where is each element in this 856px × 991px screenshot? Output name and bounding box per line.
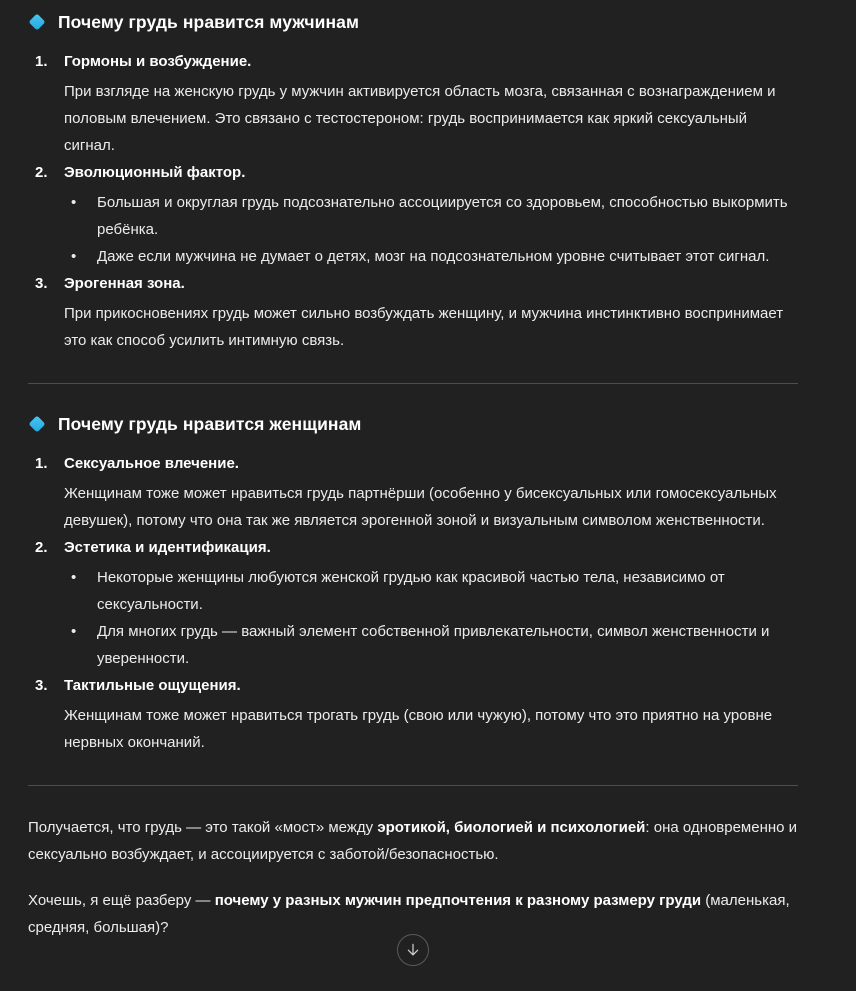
plain-text: : она одновременно и сексуально возбуждает, и ассоциируется с заботой/безопасностью. (28, 819, 798, 863)
list-item-paragraph: При взгляде на женскую грудь у мужчин активируется область мозга, связанная с вознаграждением и половым влечением. Это связано с тестостероном: грудь воспринимается как яркий сексуальный сигнал. (64, 83, 776, 154)
section-heading (28, 10, 828, 34)
list-item (28, 450, 800, 534)
list-item-title: Тактильные ощущения. (64, 677, 241, 694)
list-item-title: Эрогенная зона. (64, 275, 185, 292)
list-item-title: Эволюционный фактор. (64, 164, 246, 181)
bullet-item: • Большая и округлая грудь подсознательно ассоциируется со здоровьем, способностью выкормить ребёнка. (64, 189, 797, 243)
numbered-list (28, 48, 800, 354)
list-item-paragraph: Женщинам тоже может нравиться трогать грудь (свою или чужую), потому что это приятно на уровне нервных окончаний. (64, 707, 773, 751)
small-blue-diamond-icon (29, 416, 46, 433)
plain-text: (маленькая, средняя, большая)? (28, 892, 790, 936)
bullet-list (64, 564, 797, 672)
bullet-item: • Даже если мужчина не думает о детях, мозг на подсознательном уровне считывает этот сигнал. (64, 243, 797, 270)
list-item-paragraph: Женщинам тоже может нравиться грудь партнёрши (особенно у бисексуальных или гомосексуальных девушек), потому что она так же является эрогенной зоной и визуальным символом женственности. (64, 485, 777, 529)
bold-text: почему у разных мужчин предпочтения к разному размеру груди (214, 892, 702, 909)
list-item (28, 48, 800, 159)
section (28, 10, 828, 354)
divider (28, 383, 798, 384)
list-item (28, 534, 800, 672)
divider (28, 785, 798, 786)
closing-paragraph-1 (28, 814, 800, 868)
section-heading-text: Почему грудь нравится мужчинам (58, 12, 360, 32)
list-item (28, 159, 800, 270)
bold-text: эротикой, биологией и психологией (377, 819, 646, 836)
closing-paragraph-2 (28, 887, 800, 941)
list-item-title: Гормоны и возбуждение. (64, 53, 252, 70)
section-heading-text: Почему грудь нравится женщинам (58, 414, 362, 434)
plain-text: Хочешь, я ещё разберу — (28, 892, 215, 909)
plain-text: Получается, что грудь — это такой «мост» между (28, 819, 378, 836)
section (28, 412, 828, 756)
bullet-item: • Некоторые женщины любуются женской грудью как красивой частью тела, независимо от сексуальности. (64, 564, 797, 618)
list-item-title: Сексуальное влечение. (64, 455, 239, 472)
list-item-title: Эстетика и идентификация. (64, 539, 271, 556)
arrow-down-icon (404, 941, 422, 959)
section-heading (28, 412, 828, 436)
small-blue-diamond-icon (29, 14, 46, 31)
list-item (28, 270, 800, 354)
bullet-item: • Для многих грудь — важный элемент собственной привлекательности, символ женственности и уверенности. (64, 618, 797, 672)
message-content (28, 10, 828, 786)
list-item (28, 672, 800, 756)
list-item-paragraph: При прикосновениях грудь может сильно возбуждать женщину, и мужчина инстинктивно воспринимает это как способ усилить интимную связь. (64, 305, 784, 349)
closing-block (28, 814, 828, 941)
bullet-list (64, 189, 797, 270)
numbered-list (28, 450, 800, 756)
scroll-to-bottom-button[interactable] (397, 934, 429, 966)
